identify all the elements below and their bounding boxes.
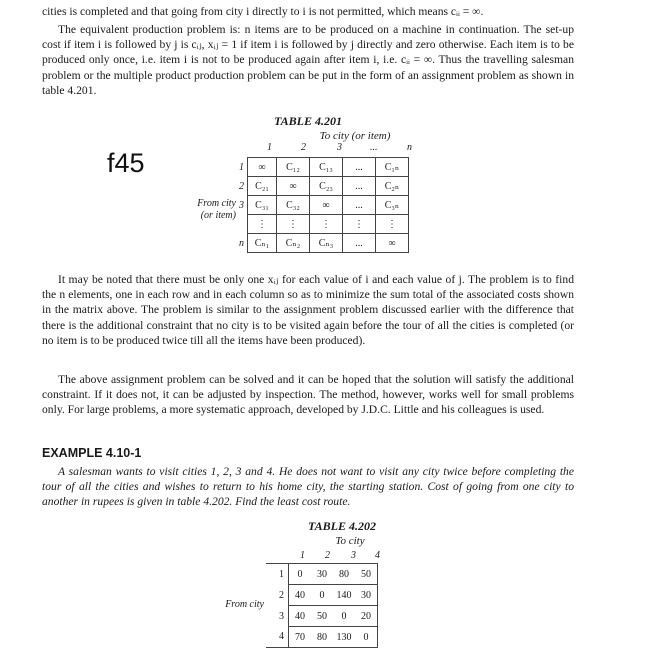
table2-subtitle: To city [335, 535, 365, 547]
table1 [222, 157, 409, 253]
table-row: 2 C₂₁ ∞ C₂₃ ... C₂ₙ [222, 177, 409, 196]
table1-col-head-3: 3 [337, 142, 342, 153]
table2-col-head-3: 3 [351, 550, 356, 561]
uniqueness-paragraph: It may be noted that there must be only one xᵢⱼ for each value of i and each value of j. The problem is to find the n elements, one in each row and in each column so as to minimize the sum total of the associated costs shown in the matrix above. The problem is similar to the assignment problem discussed earlier with the difference that there is the additional constraint that no city is to be visited again before the tour of all the cities is completed (or no item is to be produced twice till all the items have been produced). [42, 273, 574, 347]
top-line: cities is completed and that going from city i directly to i is not permitted, which means cᵢᵢ = ∞. [42, 5, 484, 18]
production-paragraph: The equivalent production problem is: n items are to be produced on a machine in continuation. The set-up cost if item i is followed by j is cᵢⱼ, xᵢⱼ = 1 if item i is followed by j directly and zero otherwise. Each item is to be produced only once, i.e. item i is not to be produced again after item i, i.e. cᵢᵢ = ∞. Thus the travelling salesman problem or the multiple product production problem can be put in the form of an assignment problem as shown in table 4.201. [42, 23, 574, 97]
table2-title: TABLE 4.202 [307, 519, 376, 533]
table1-col-head-4: ... [370, 142, 378, 153]
table1-col-head-5: n [407, 142, 412, 153]
table-row: n Cₙ₁ Cₙ₂ Cₙ₃ ... ∞ [222, 234, 409, 253]
table-row: 1 ∞ C₁₂ C₁₃ ... C₁ₙ [222, 158, 409, 177]
table2-col-head-1: 1 [300, 550, 305, 561]
table-row: 1 0 30 80 50 [266, 564, 378, 585]
table2 [266, 563, 378, 648]
table2-col-head-2: 2 [325, 550, 330, 561]
solution-paragraph: The above assignment problem can be solved and it can be hoped that the solution will satisfy the additional constraint. If it does not, it can be adjusted by inspection. The method, however, works well for small problems only. For large problems, a more systematic approach, developed by J.D.C. Little and his colleagues is used. [42, 373, 574, 417]
table1-subtitle: To city (or item) [319, 130, 391, 142]
table-row: 2 40 0 140 30 [266, 585, 378, 606]
table1-row-label-2: (or item) [200, 210, 236, 221]
table-row: 3 C₃₁ C₃₂ ∞ ... C₃ₙ [222, 196, 409, 215]
table2-col-head-4: 4 [375, 550, 380, 561]
example-text: A salesman wants to visit cities 1, 2, 3 and 4. He does not want to visit any city twice before completing the tour of all the cities and wishes to return to his home city, the starting station. Cost of going from one city to another in rupees is given in table 4.202. Find the least cost route. [42, 465, 574, 509]
table1-col-head-2: 2 [301, 142, 306, 153]
example-heading: EXAMPLE 4.10-1 [42, 446, 142, 460]
table1-row-label-1: From city [197, 198, 236, 209]
table-row: 3 40 50 0 20 [266, 606, 378, 627]
table1-col-head-1: 1 [267, 142, 272, 153]
margin-annotation: f45 [107, 148, 145, 178]
table2-row-label: From city [225, 599, 264, 610]
table-row: 4 70 80 130 0 [266, 627, 378, 648]
table1-title: TABLE 4.201 [273, 114, 342, 128]
table-row: ⋮ ⋮ ⋮ ⋮ ⋮ [222, 215, 409, 234]
